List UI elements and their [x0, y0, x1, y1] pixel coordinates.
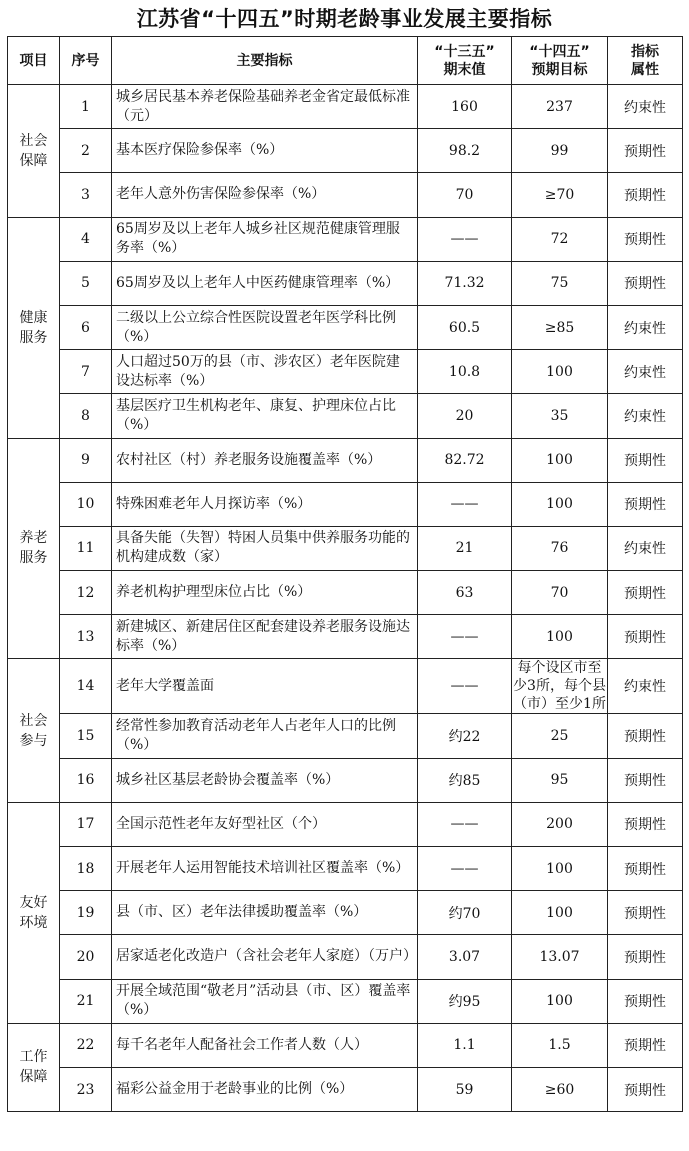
nature-cell: 预期性 [608, 802, 683, 846]
indicator-cell: 基层医疗卫生机构老年、康复、护理床位占比（%） [112, 394, 418, 438]
table-row [8, 217, 683, 261]
table-row [8, 847, 683, 891]
target-cell: 99 [512, 129, 608, 173]
nature-cell: 预期性 [608, 891, 683, 935]
nature-cell: 预期性 [608, 129, 683, 173]
target-cell: 每个设区市至少3所，每个县（市）至少1所 [513, 660, 606, 713]
target-cell: ≥85 [512, 305, 608, 349]
target-cell: 100 [512, 891, 608, 935]
nature-cell: 预期性 [608, 482, 683, 526]
number-cell: 4 [60, 217, 112, 261]
baseline-cell: 70 [418, 173, 512, 217]
baseline-cell: 98.2 [418, 129, 512, 173]
indicator-cell: 养老机构护理型床位占比（%） [112, 571, 418, 615]
number-cell: 12 [60, 571, 112, 615]
number-cell: 8 [60, 394, 112, 438]
indicator-cell: 65周岁及以上老年人中医药健康管理率（%） [112, 261, 418, 305]
number-cell: 11 [60, 526, 112, 570]
table-row [8, 85, 683, 129]
header-nature-line2: 属性 [631, 61, 659, 78]
nature-cell: 预期性 [608, 217, 683, 261]
baseline-cell: —— [418, 659, 512, 714]
baseline-cell: —— [418, 802, 512, 846]
table-row [8, 714, 683, 758]
header-indicator: 主要指标 [112, 37, 418, 85]
category-cell: 养老服务 [8, 438, 60, 659]
indicator-cell: 65周岁及以上老年人城乡社区规范健康管理服务率（%） [112, 217, 418, 261]
table-row [8, 438, 683, 482]
indicator-cell: 二级以上公立综合性医院设置老年医学科比例（%） [112, 305, 418, 349]
table-row [8, 615, 683, 659]
table-row [8, 979, 683, 1023]
indicator-cell: 开展全域范围“敬老月”活动县（市、区）覆盖率（%） [112, 979, 418, 1023]
header-nature [608, 37, 683, 85]
table-row [8, 1067, 683, 1111]
target-cell: 237 [512, 85, 608, 129]
nature-cell: 预期性 [608, 438, 683, 482]
table-body [8, 85, 683, 1112]
target-cell: 95 [512, 758, 608, 802]
nature-cell: 预期性 [608, 758, 683, 802]
baseline-cell: 约22 [418, 714, 512, 758]
table-row [8, 758, 683, 802]
table-row [8, 891, 683, 935]
nature-cell: 预期性 [608, 714, 683, 758]
number-cell: 14 [60, 659, 112, 714]
target-cell: 76 [512, 526, 608, 570]
indicator-cell: 老年人意外伤害保险参保率（%） [112, 173, 418, 217]
nature-cell: 预期性 [608, 615, 683, 659]
category-cell: 健康服务 [8, 217, 60, 438]
header-baseline-line1: “十三五” [434, 43, 495, 60]
nature-cell: 预期性 [608, 261, 683, 305]
table-row [8, 935, 683, 979]
baseline-cell: 20 [418, 394, 512, 438]
header-target [512, 37, 608, 85]
header-target-line2: 预期目标 [531, 61, 588, 78]
baseline-cell: 60.5 [418, 305, 512, 349]
baseline-cell: 71.32 [418, 261, 512, 305]
target-cell: 100 [512, 350, 608, 394]
indicator-cell: 城乡社区基层老龄协会覆盖率（%） [112, 758, 418, 802]
indicator-cell: 居家适老化改造户（含社会老年人家庭）（万户） [112, 935, 418, 979]
baseline-cell: 10.8 [418, 350, 512, 394]
target-cell: 100 [512, 615, 608, 659]
indicator-table [7, 36, 683, 1112]
indicator-cell: 全国示范性老年友好型社区（个） [112, 802, 418, 846]
nature-cell: 预期性 [608, 979, 683, 1023]
indicator-cell: 经常性参加教育活动老年人占老年人口的比例（%） [112, 714, 418, 758]
nature-cell: 约束性 [608, 659, 683, 714]
table-row [8, 129, 683, 173]
baseline-cell: 约85 [418, 758, 512, 802]
indicator-cell: 老年大学覆盖面 [112, 659, 418, 714]
header-nature-line1: 指标 [631, 43, 659, 60]
table-row [8, 802, 683, 846]
indicator-cell: 城乡居民基本养老保险基础养老金省定最低标准（元） [112, 85, 418, 129]
nature-cell: 预期性 [608, 1067, 683, 1111]
baseline-cell: 59 [418, 1067, 512, 1111]
table-row [8, 173, 683, 217]
header-number: 序号 [60, 37, 112, 85]
category-cell: 社会参与 [8, 659, 60, 802]
baseline-cell: —— [418, 482, 512, 526]
number-cell: 15 [60, 714, 112, 758]
target-cell: 35 [512, 394, 608, 438]
header-row [8, 37, 683, 85]
number-cell: 19 [60, 891, 112, 935]
header-baseline [418, 37, 512, 85]
baseline-cell: 160 [418, 85, 512, 129]
target-cell: 200 [512, 802, 608, 846]
baseline-cell: 21 [418, 526, 512, 570]
baseline-cell: 3.07 [418, 935, 512, 979]
target-cell: 70 [512, 571, 608, 615]
category-cell: 友好环境 [8, 802, 60, 1023]
table-row [8, 526, 683, 570]
indicator-cell: 具备失能（失智）特困人员集中供养服务功能的机构建成数（家） [112, 526, 418, 570]
indicator-cell: 新建城区、新建居住区配套建设养老服务设施达标率（%） [112, 615, 418, 659]
target-cell: 13.07 [512, 935, 608, 979]
baseline-cell: 1.1 [418, 1023, 512, 1067]
target-cell: 100 [512, 438, 608, 482]
indicator-cell: 县（市、区）老年法律援助覆盖率（%） [112, 891, 418, 935]
number-cell: 1 [60, 85, 112, 129]
number-cell: 10 [60, 482, 112, 526]
target-cell: 100 [512, 482, 608, 526]
nature-cell: 约束性 [608, 526, 683, 570]
nature-cell: 预期性 [608, 1023, 683, 1067]
table-row [8, 659, 683, 714]
number-cell: 13 [60, 615, 112, 659]
table-row [8, 261, 683, 305]
nature-cell: 预期性 [608, 847, 683, 891]
nature-cell: 约束性 [608, 350, 683, 394]
number-cell: 23 [60, 1067, 112, 1111]
indicator-cell: 开展老年人运用智能技术培训社区覆盖率（%） [112, 847, 418, 891]
number-cell: 7 [60, 350, 112, 394]
nature-cell: 预期性 [608, 935, 683, 979]
table-row [8, 350, 683, 394]
page-title: 江苏省“十四五”时期老龄事业发展主要指标 [136, 7, 553, 31]
number-cell: 6 [60, 305, 112, 349]
number-cell: 5 [60, 261, 112, 305]
indicator-cell: 基本医疗保险参保率（%） [112, 129, 418, 173]
category-cell: 社会保障 [8, 85, 60, 218]
table-row [8, 394, 683, 438]
baseline-cell: 约95 [418, 979, 512, 1023]
table-row [8, 1023, 683, 1067]
baseline-cell: —— [418, 847, 512, 891]
indicator-cell: 人口超过50万的县（市、涉农区）老年医院建设达标率（%） [112, 350, 418, 394]
target-cell: 100 [512, 847, 608, 891]
target-cell: ≥70 [512, 173, 608, 217]
baseline-cell: —— [418, 615, 512, 659]
number-cell: 18 [60, 847, 112, 891]
number-cell: 22 [60, 1023, 112, 1067]
baseline-cell: —— [418, 217, 512, 261]
target-cell: 100 [512, 979, 608, 1023]
table-row [8, 305, 683, 349]
target-cell: 25 [512, 714, 608, 758]
nature-cell: 约束性 [608, 85, 683, 129]
header-category: 项目 [8, 37, 60, 85]
nature-cell: 预期性 [608, 571, 683, 615]
baseline-cell: 63 [418, 571, 512, 615]
number-cell: 21 [60, 979, 112, 1023]
indicator-cell: 每千名老年人配备社会工作者人数（人） [112, 1023, 418, 1067]
nature-cell: 约束性 [608, 394, 683, 438]
indicator-cell: 福彩公益金用于老龄事业的比例（%） [112, 1067, 418, 1111]
table-row [8, 482, 683, 526]
indicator-cell: 特殊困难老年人月探访率（%） [112, 482, 418, 526]
number-cell: 9 [60, 438, 112, 482]
target-cell: 1.5 [512, 1023, 608, 1067]
number-cell: 16 [60, 758, 112, 802]
number-cell: 20 [60, 935, 112, 979]
nature-cell: 预期性 [608, 173, 683, 217]
category-cell: 工作保障 [8, 1023, 60, 1111]
number-cell: 3 [60, 173, 112, 217]
baseline-cell: 约70 [418, 891, 512, 935]
target-cell: 72 [512, 217, 608, 261]
nature-cell: 约束性 [608, 305, 683, 349]
header-target-line1: “十四五” [529, 43, 590, 60]
number-cell: 2 [60, 129, 112, 173]
table-row [8, 571, 683, 615]
indicator-cell: 农村社区（村）养老服务设施覆盖率（%） [112, 438, 418, 482]
number-cell: 17 [60, 802, 112, 846]
header-baseline-line2: 期末值 [443, 61, 486, 78]
baseline-cell: 82.72 [418, 438, 512, 482]
target-cell: 75 [512, 261, 608, 305]
target-cell: ≥60 [512, 1067, 608, 1111]
